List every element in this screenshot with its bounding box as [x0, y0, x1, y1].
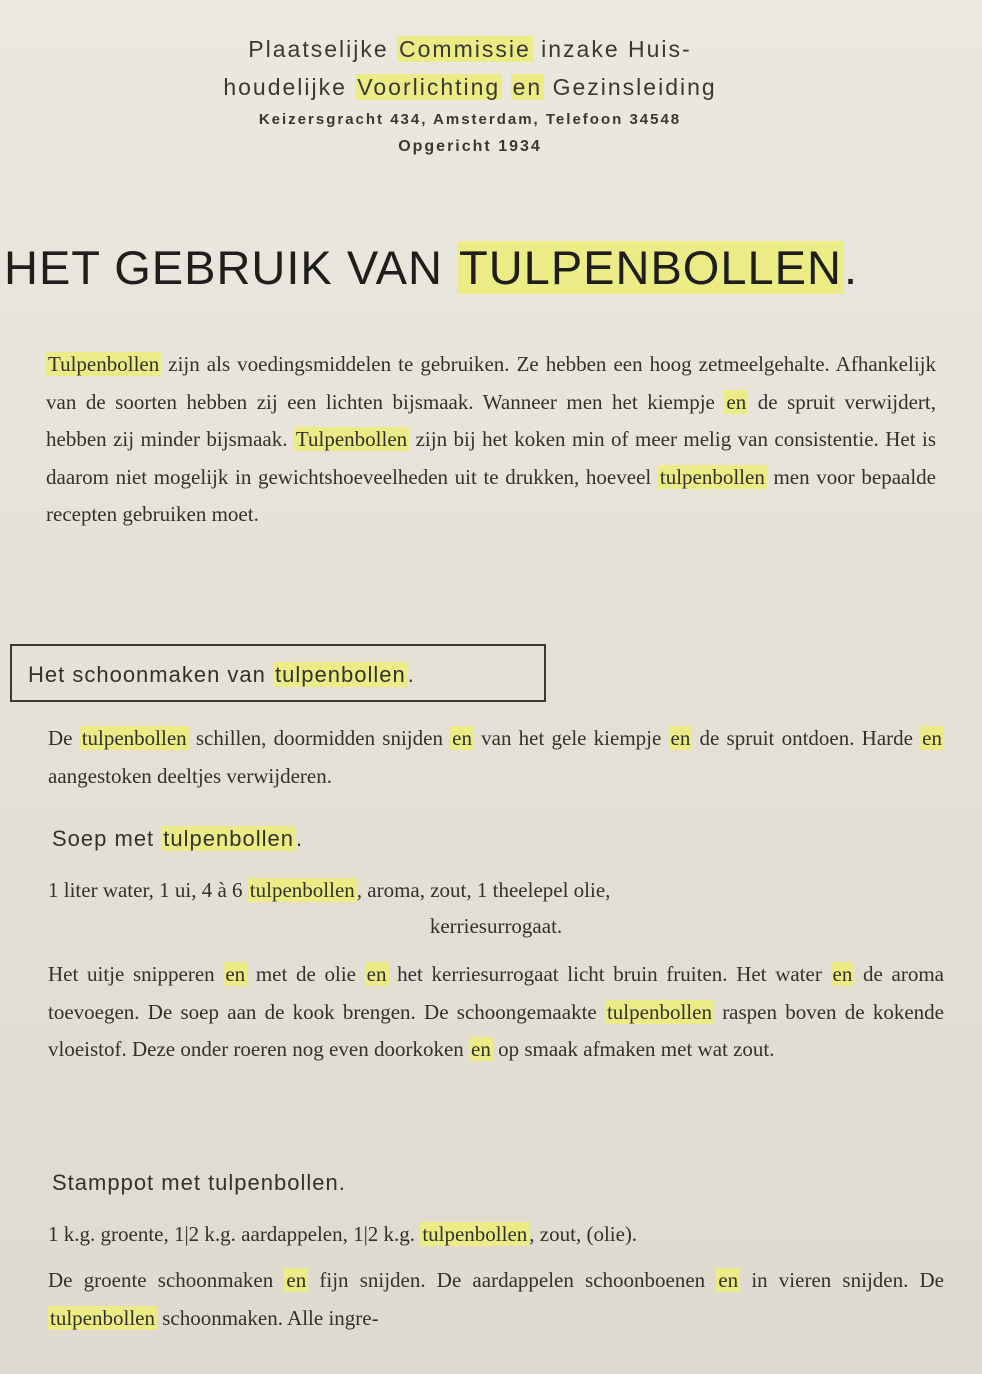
highlight: en — [726, 389, 747, 414]
page-title: HET GEBRUIK VAN TULPENBOLLEN. — [4, 241, 858, 294]
highlight: Voorlichting — [357, 74, 501, 100]
letterhead-line-2: houdelijke Voorlichting en Gezinsleiding — [223, 74, 717, 100]
highlight: en — [452, 726, 472, 750]
stamppot-ingredients: 1 k.g. groente, 1|2 k.g. aardappelen, 1|2 k.g. tulpenbollen, zout, (olie). — [48, 1222, 638, 1246]
highlight: tulpenbollen — [659, 464, 765, 489]
highlight: en — [832, 962, 853, 986]
recipe-heading-soup: Soep met tulpenbollen. — [52, 826, 304, 851]
highlight: tulpenbollen — [50, 1305, 155, 1330]
highlight: en — [225, 962, 246, 986]
soup-method: Het uitje snipperen en met de olie en het kerriesurrogaat licht bruin fruiten. Het water en de aroma toevoegen. De soep aan de kook brengen. De schoongemaakte tulpenbollen raspen boven de kokende vloeistof. Deze onder roeren nog even doorkoken en op smaak afmaken met wat zout. — [48, 962, 945, 1061]
letterhead-founded: Opgericht 1934 — [398, 138, 542, 155]
section-heading-cleaning: Het schoonmaken van tulpenbollen. — [28, 662, 415, 687]
highlight: en — [512, 74, 543, 100]
letterhead-address: Keizersgracht 434, Amsterdam, Telefoon 34548 — [258, 111, 682, 128]
cleaning-paragraph: De tulpenbollen schillen, doormidden snijden en van het gele kiempje en de spruit ontdoen. Harde en aangestoken deeltjes verwijderen. — [48, 726, 942, 788]
highlight: tulpenbollen — [249, 878, 355, 902]
highlight: Tulpenbollen — [48, 352, 160, 376]
highlight: en — [670, 726, 691, 750]
highlight: en — [366, 962, 387, 986]
highlight: en — [922, 726, 942, 750]
section-box — [10, 644, 546, 702]
highlight: en — [718, 1268, 739, 1292]
highlight: tulpenbollen — [606, 999, 712, 1024]
soup-ingredients-line-2: kerriesurrogaat. — [429, 914, 563, 938]
letterhead — [160, 30, 780, 160]
soup-ingredients: 1 liter water, 1 ui, 4 à 6 tulpenbollen, aroma, zout, 1 theelepel olie, kerriesurrogaat. — [48, 872, 944, 944]
highlight: Tulpenbollen — [295, 427, 408, 451]
recipe-heading-stamppot: Stamppot met tulpenbollen. — [52, 1170, 346, 1195]
highlight: Commissie — [399, 36, 531, 62]
highlight: en — [286, 1268, 307, 1292]
highlight: en — [471, 1037, 491, 1061]
highlight: tulpenbollen — [422, 1222, 528, 1246]
stamppot-method: De groente schoonmaken en fijn snijden. De aardappelen schoonboenen en in vieren snijden. De tulpenbollen schoonmaken. Alle ingre- — [48, 1268, 944, 1330]
intro-paragraph: Tulpenbollen zijn als voedingsmiddelen te gebruiken. Ze hebben een hoog zetmeelgehalte. Afhankelijk van de soorten hebben zij een lichten bijsmaak. Wanneer men het kiempje en de spruit verwijdert, hebben zij minder bijsmaak. Tulpenbollen zijn bij het koken min of meer melig van consistentie. Het is daarom niet mogelijk in gewichtshoeveelheden uit te drukken, hoeveel tulpenbollen men voor bepaalde recepten gebruiken moet. — [46, 352, 937, 526]
highlight: tulpenbollen — [163, 826, 294, 851]
highlight: TULPENBOLLEN — [459, 241, 842, 294]
letterhead-line-1: Plaatselijke Commissie inzake Huis- — [248, 36, 692, 62]
highlight: tulpenbollen — [275, 662, 406, 687]
highlight: tulpenbollen — [81, 726, 187, 750]
